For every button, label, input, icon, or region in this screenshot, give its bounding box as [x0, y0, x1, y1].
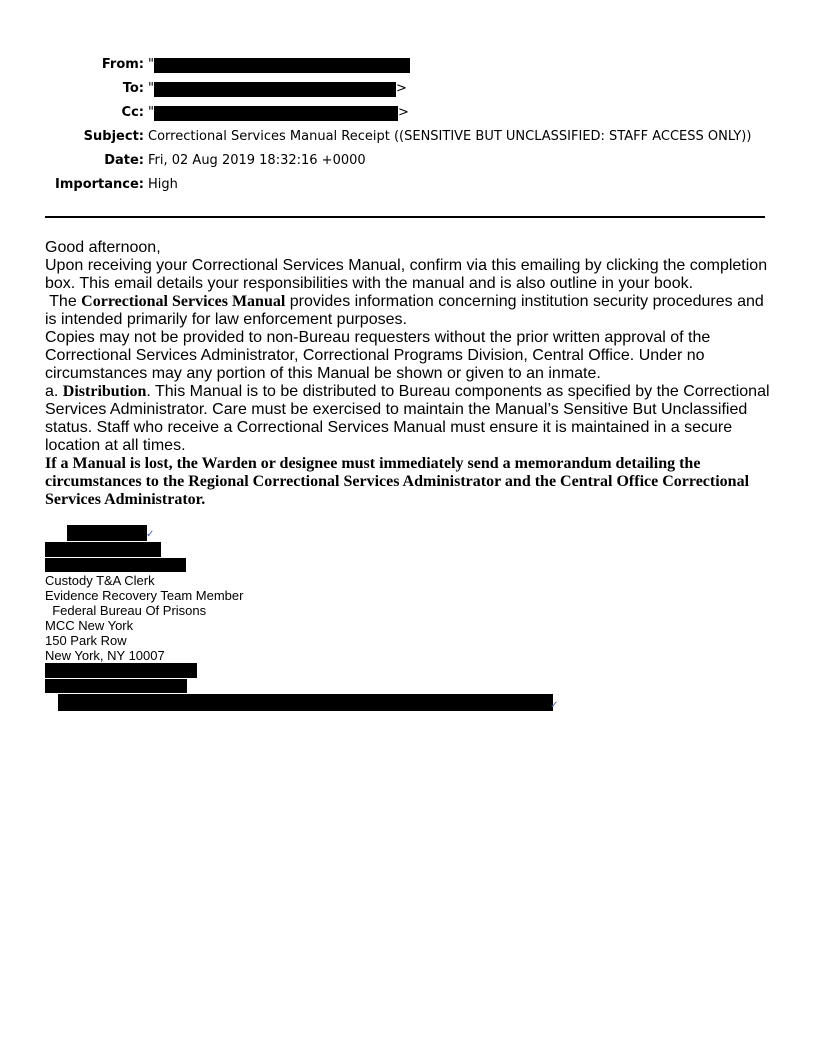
email-header: [44, 53, 751, 197]
signature-street: 150 Park Row: [45, 633, 127, 648]
redaction-block: [45, 558, 186, 572]
from-quote: ": [148, 57, 154, 72]
redaction-block: [67, 525, 147, 541]
header-divider: [45, 216, 765, 218]
to-value: [148, 77, 407, 101]
from-value: [148, 53, 410, 77]
date-label: Date:: [104, 153, 144, 168]
paragraph-copies: Copies may not be provided to non-Bureau requesters without the prior written approval of the Correctional Services Administrator, Correctional Programs Division, Central Office. Under no circumstances may any portion of this Manual be shown or given to an inmate.: [45, 329, 711, 382]
paragraph-distribution: [45, 383, 775, 455]
subject-value: Correctional Services Manual Receipt ((SENSITIVE BUT UNCLASSIFIED: STAFF ACCESS ONLY)): [148, 129, 752, 144]
to-label: To:: [122, 81, 144, 96]
cc-row: [44, 101, 751, 125]
paragraph-receipt: Upon receiving your Correctional Services Manual, confirm via this emailing by clicking the completion box. This email details your responsibilities with the manual and is also outline in your book.: [45, 257, 768, 292]
redaction-block: [45, 542, 161, 557]
signature-city: New York, NY 10007: [45, 648, 165, 663]
signature-block: [45, 573, 243, 663]
from-label: From:: [101, 57, 144, 72]
text: . This Manual is to be distributed to Bureau components as specified by the Correctional Services Administrator. Care must be exercised to maintain the Manual’s Sensitive But Unclassified status. Staff who receive a Correctional Services Manual must ensure it is maintained in a secure location at all times.: [45, 383, 770, 454]
importance-value: High: [148, 177, 178, 192]
link-mark: ✓: [550, 700, 559, 711]
cc-value: [148, 101, 409, 125]
from-row: [44, 53, 751, 77]
link-mark: ✓: [146, 529, 155, 540]
manual-title: Correctional Services Manual: [81, 293, 286, 310]
subject-row: [44, 125, 751, 149]
subject-label: Subject:: [83, 129, 144, 144]
text: provides information concerning institution security procedures and is intended primarily for law enforcement purposes.: [45, 293, 764, 328]
email-body: [45, 239, 775, 509]
paragraph-manual-purpose: [45, 293, 775, 329]
cc-quote: ": [148, 105, 154, 120]
importance-row: [44, 173, 751, 197]
redaction-block: [45, 663, 197, 678]
redaction-block: [154, 106, 398, 121]
cc-bracket: >: [397, 105, 409, 120]
distribution-heading: Distribution: [62, 383, 147, 400]
date-value: Fri, 02 Aug 2019 18:32:16 +0000: [148, 153, 366, 168]
signature-agency: Federal Bureau Of Prisons: [45, 603, 207, 618]
to-row: [44, 77, 751, 101]
redaction-block: [154, 58, 410, 73]
signature-title: Custody T&A Clerk: [45, 573, 155, 588]
text: The: [45, 293, 82, 310]
signature-facility: MCC New York: [45, 618, 134, 633]
to-bracket: >: [395, 81, 407, 96]
greeting: Good afternoon,: [45, 239, 161, 256]
cc-label: Cc:: [121, 105, 144, 120]
redaction-block: [154, 82, 396, 97]
to-quote: ": [148, 81, 154, 96]
date-row: [44, 149, 751, 173]
signature-role: Evidence Recovery Team Member: [45, 588, 244, 603]
redaction-block: [58, 694, 553, 711]
text: a.: [45, 383, 63, 400]
paragraph-lost-manual: If a Manual is lost, the Warden or designee must immediately send a memorandum detailing the circumstances to the Regional Correctional Services Administrator and the Central Office Correctional Services Administrator.: [45, 455, 750, 508]
redaction-block: [45, 679, 187, 693]
importance-label: Importance:: [55, 177, 144, 192]
